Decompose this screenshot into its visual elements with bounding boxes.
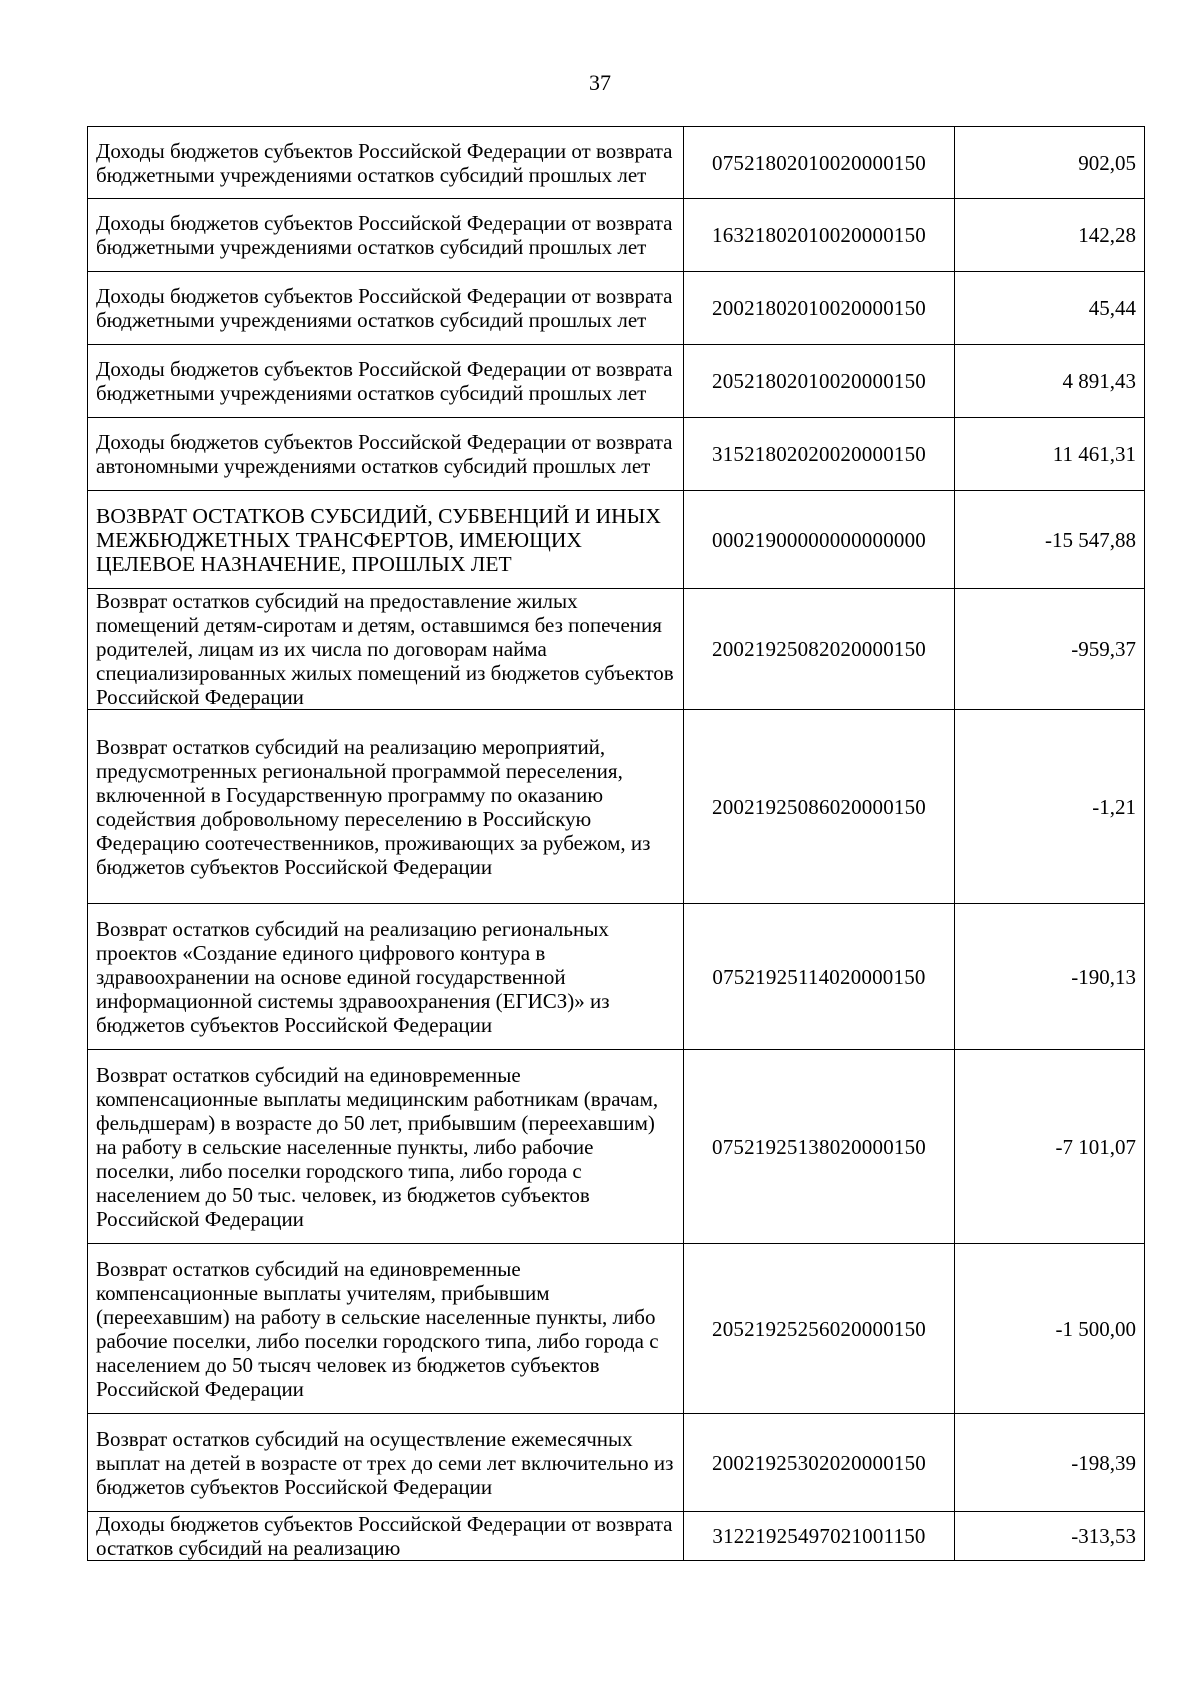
row-amount: -190,13 bbox=[955, 904, 1145, 1050]
table-row bbox=[88, 710, 1145, 904]
row-amount: -1,21 bbox=[955, 710, 1145, 904]
row-name: Возврат остатков субсидий на реализацию региональных проектов «Создание единого цифрового контура в здравоохранении на основе единой государственной информационной системы здравоохранения (ЕГИСЗ)» из бюджетов субъектов Российской Федерации bbox=[88, 904, 684, 1050]
table-row bbox=[88, 491, 1145, 589]
table-row bbox=[88, 345, 1145, 418]
table-row bbox=[88, 1414, 1145, 1512]
row-amount: -1 500,00 bbox=[955, 1244, 1145, 1414]
row-amount: -313,53 bbox=[955, 1512, 1145, 1561]
row-code: 07521925138020000150 bbox=[684, 1050, 955, 1244]
row-name: ВОЗВРАТ ОСТАТКОВ СУБСИДИЙ, СУБВЕНЦИЙ И ИНЫХ МЕЖБЮДЖЕТНЫХ ТРАНСФЕРТОВ, ИМЕЮЩИХ ЦЕЛЕВОЕ НАЗНАЧЕНИЕ, ПРОШЛЫХ ЛЕТ bbox=[88, 491, 684, 589]
row-amount: 45,44 bbox=[955, 272, 1145, 345]
table-row bbox=[88, 1050, 1145, 1244]
table-row bbox=[88, 272, 1145, 345]
row-amount: -198,39 bbox=[955, 1414, 1145, 1512]
row-amount: 11 461,31 bbox=[955, 418, 1145, 491]
row-code: 07521802010020000150 bbox=[684, 127, 955, 199]
row-code: 31221925497021001150 bbox=[684, 1512, 955, 1561]
row-name: Возврат остатков субсидий на единовременные компенсационные выплаты учителям, прибывшим (переехавшим) на работу в сельские населенные пункты, либо рабочие поселки, либо поселки городского типа, либо города с населением до 50 тысяч человек из бюджетов субъектов Российской Федерации bbox=[88, 1244, 684, 1414]
row-amount: -15 547,88 bbox=[955, 491, 1145, 589]
table-row bbox=[88, 1512, 1145, 1561]
row-code: 16321802010020000150 bbox=[684, 199, 955, 272]
row-name: Доходы бюджетов субъектов Российской Федерации от возврата бюджетными учреждениями остатков субсидий прошлых лет bbox=[88, 345, 684, 418]
row-name: Возврат остатков субсидий на реализацию мероприятий, предусмотренных региональной программой переселения, включенной в Государственную программу по оказанию содействия добровольному переселению в Российскую Федерацию соотечественников, проживающих за рубежом, из бюджетов субъектов Российской Федерации bbox=[88, 710, 684, 904]
row-code: 00021900000000000000 bbox=[684, 491, 955, 589]
row-code: 20521925256020000150 bbox=[684, 1244, 955, 1414]
row-code: 20021925082020000150 bbox=[684, 589, 955, 710]
row-name: Доходы бюджетов субъектов Российской Федерации от возврата остатков субсидий на реализацию bbox=[88, 1512, 684, 1561]
row-name: Доходы бюджетов субъектов Российской Федерации от возврата бюджетными учреждениями остатков субсидий прошлых лет bbox=[88, 127, 684, 199]
budget-table bbox=[87, 126, 1145, 1561]
row-code: 20021925302020000150 bbox=[684, 1414, 955, 1512]
table-row bbox=[88, 418, 1145, 491]
page-number: 37 bbox=[589, 70, 611, 95]
table-row bbox=[88, 1244, 1145, 1414]
row-name: Доходы бюджетов субъектов Российской Федерации от возврата автономными учреждениями остатков субсидий прошлых лет bbox=[88, 418, 684, 491]
row-amount: 4 891,43 bbox=[955, 345, 1145, 418]
row-name: Доходы бюджетов субъектов Российской Федерации от возврата бюджетными учреждениями остатков субсидий прошлых лет bbox=[88, 272, 684, 345]
row-amount: -7 101,07 bbox=[955, 1050, 1145, 1244]
row-amount: -959,37 bbox=[955, 589, 1145, 710]
row-name: Доходы бюджетов субъектов Российской Федерации от возврата бюджетными учреждениями остатков субсидий прошлых лет bbox=[88, 199, 684, 272]
row-amount: 902,05 bbox=[955, 127, 1145, 199]
row-name: Возврат остатков субсидий на осуществление ежемесячных выплат на детей в возрасте от трех до семи лет включительно из бюджетов субъектов Российской Федерации bbox=[88, 1414, 684, 1512]
table-row bbox=[88, 904, 1145, 1050]
table-row bbox=[88, 127, 1145, 199]
row-code: 31521802020020000150 bbox=[684, 418, 955, 491]
row-name: Возврат остатков субсидий на предоставление жилых помещений детям-сиротам и детям, оставшимся без попечения родителей, лицам из их числа по договорам найма специализированных жилых помещений из бюджетов субъектов Российской Федерации bbox=[88, 589, 684, 710]
row-amount: 142,28 bbox=[955, 199, 1145, 272]
row-code: 20021925086020000150 bbox=[684, 710, 955, 904]
row-code: 20021802010020000150 bbox=[684, 272, 955, 345]
table-row bbox=[88, 589, 1145, 710]
row-code: 07521925114020000150 bbox=[684, 904, 955, 1050]
row-code: 20521802010020000150 bbox=[684, 345, 955, 418]
row-name: Возврат остатков субсидий на единовременные компенсационные выплаты медицинским работникам (врачам, фельдшерам) в возрасте до 50 лет, прибывшим (переехавшим) на работу в сельские населенные пункты, либо рабочие поселки, либо поселки городского типа, либо города с населением до 50 тыс. человек, из бюджетов субъектов Российской Федерации bbox=[88, 1050, 684, 1244]
table-row bbox=[88, 199, 1145, 272]
